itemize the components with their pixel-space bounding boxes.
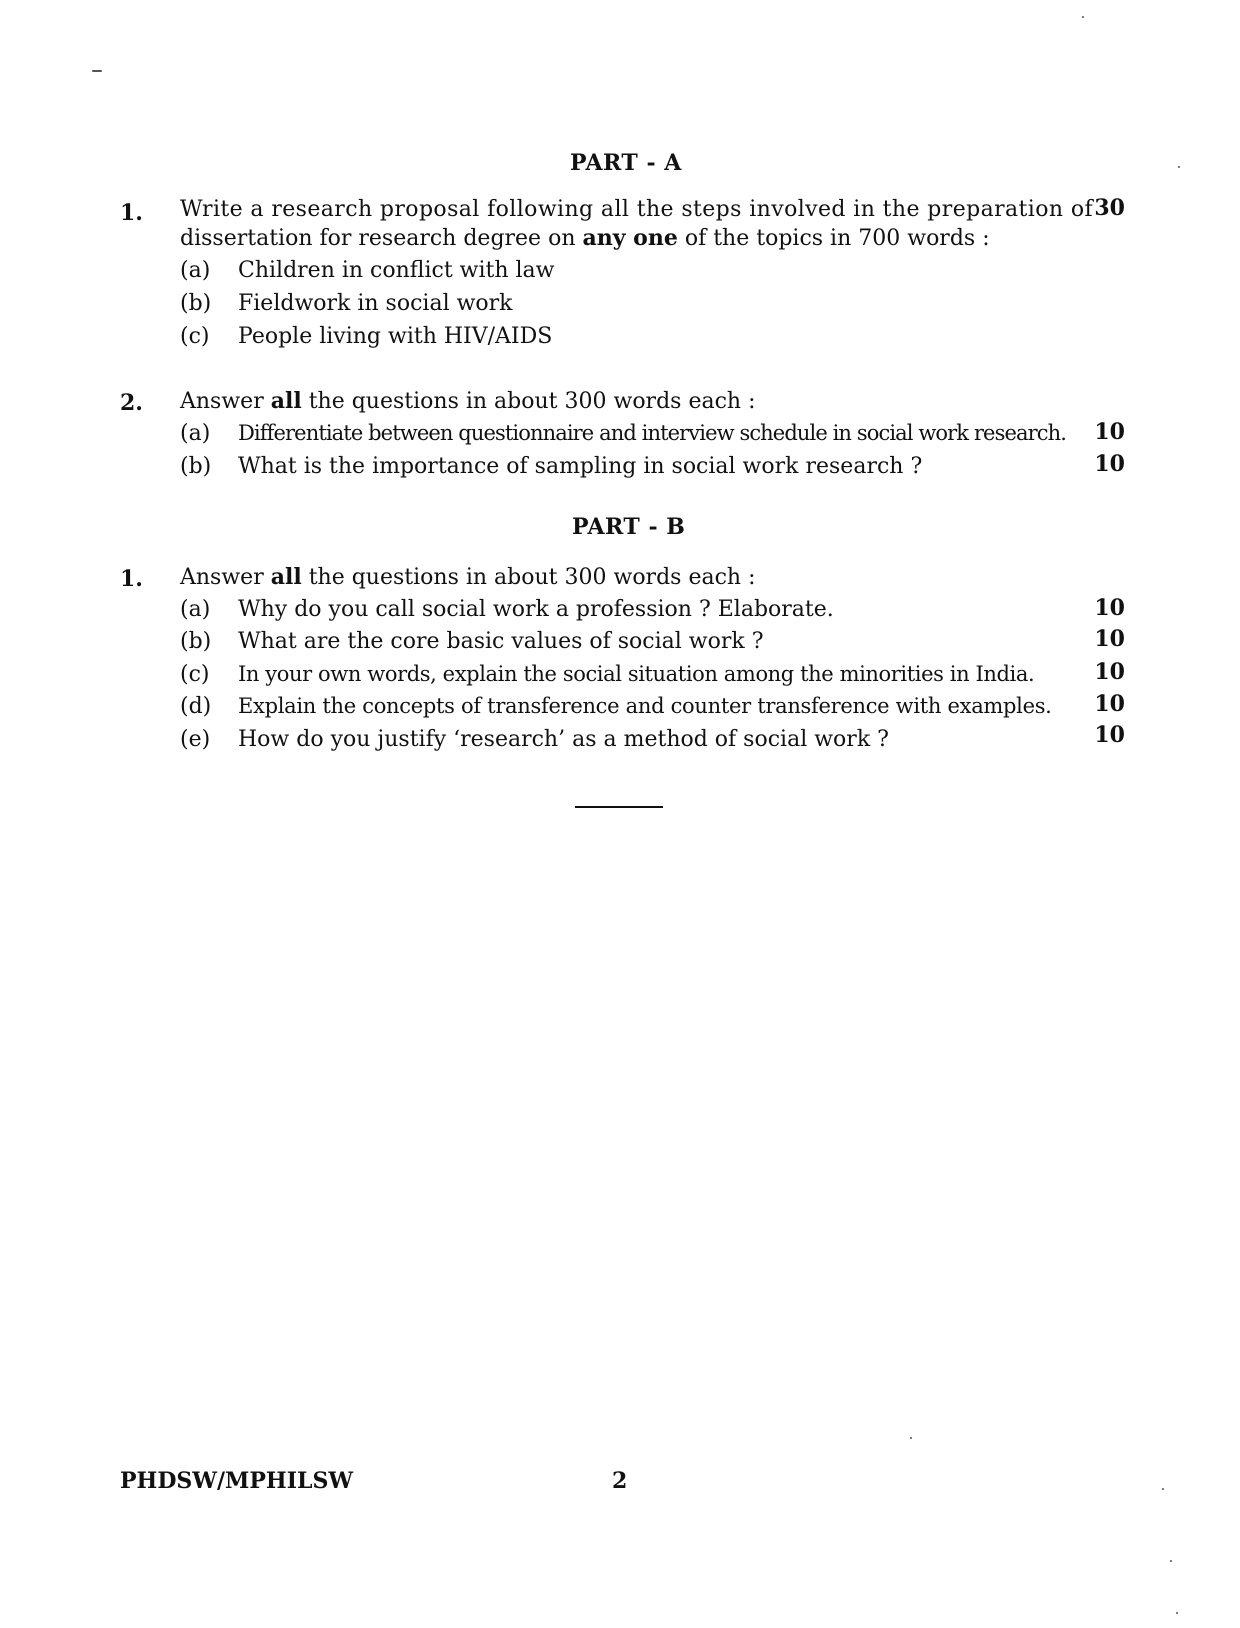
part-b-question-1-intro-post: the questions in about 300 words each : (301, 565, 756, 590)
scan-speck (92, 70, 102, 72)
part-a-q1-option-c-label: (c) (180, 324, 210, 349)
scan-speck (1162, 1488, 1164, 1490)
part-a-question-2-intro-post: the questions in about 300 words each : (301, 389, 756, 414)
scan-speck (1170, 1560, 1172, 1562)
part-b-question-1-number: 1. (120, 566, 143, 592)
part-a-question-2-number: 2. (120, 390, 143, 416)
part-b-q1-item-a-label: (a) (180, 597, 211, 622)
part-a-question-2-intro-pre: Answer (180, 389, 271, 414)
part-b-q1-item-b-label: (b) (180, 629, 212, 654)
part-a-heading: PART - A (570, 150, 682, 176)
part-a-q2-item-b-label: (b) (180, 454, 212, 479)
part-b-q1-item-e-label: (e) (180, 727, 211, 752)
part-b-q1-item-b-text: What are the core basic values of social work ? (238, 629, 764, 654)
part-b-q1-item-a-text: Why do you call social work a profession ? Elaborate. (238, 597, 834, 622)
part-a-q1-option-c-text: People living with HIV/AIDS (238, 324, 553, 349)
part-b-q1-item-c-marks: 10 (1094, 659, 1125, 685)
part-b-heading: PART - B (572, 514, 686, 540)
part-a-q1-option-b-label: (b) (180, 291, 212, 316)
part-b-q1-item-a-marks: 10 (1094, 595, 1125, 621)
part-a-question-1-line1: Write a research proposal following all the steps involved in the preparation of (180, 197, 1094, 222)
part-b-q1-item-e-marks: 10 (1094, 722, 1125, 748)
part-b-question-1-intro (180, 564, 755, 590)
part-a-q2-item-a-marks: 10 (1094, 419, 1125, 445)
part-a-question-1-line2 (180, 225, 990, 251)
part-b-question-1-intro-bold: all (270, 564, 302, 590)
part-a-q2-item-b-text: What is the importance of sampling in social work research ? (238, 454, 923, 479)
part-a-q1-option-a-text: Children in conflict with law (238, 258, 555, 283)
part-a-q1-option-b-text: Fieldwork in social work (238, 291, 513, 316)
end-of-questions-rule (575, 806, 663, 808)
part-a-question-2-intro-bold: all (270, 388, 302, 414)
part-b-q1-item-d-label: (d) (180, 694, 212, 719)
part-a-question-1-line2-pre: dissertation for research degree on (180, 226, 583, 251)
scan-speck (1176, 1612, 1178, 1614)
part-a-question-2-intro (180, 388, 755, 414)
part-b-question-1-intro-pre: Answer (180, 565, 271, 590)
scan-speck (1178, 166, 1180, 168)
part-a-question-1-line2-post: of the topics in 700 words : (677, 226, 990, 251)
part-a-q1-option-a-label: (a) (180, 258, 211, 283)
part-b-q1-item-d-marks: 10 (1094, 691, 1125, 717)
footer-paper-code: PHDSW/MPHILSW (120, 1468, 354, 1494)
scan-speck (1082, 16, 1084, 18)
part-a-question-1-line2-bold: any one (582, 225, 678, 251)
part-a-q2-item-a-text: Differentiate between questionnaire and interview schedule in social work research. (238, 421, 1066, 445)
footer-page-number: 2 (612, 1468, 628, 1494)
part-a-question-1-marks: 30 (1094, 195, 1125, 221)
scan-speck (910, 1437, 912, 1439)
part-a-q2-item-b-marks: 10 (1094, 451, 1125, 477)
part-b-q1-item-c-label: (c) (180, 662, 210, 687)
part-a-q2-item-a-label: (a) (180, 421, 211, 446)
part-b-q1-item-c-text: In your own words, explain the social situation among the minorities in India. (238, 662, 1035, 686)
part-b-q1-item-e-text: How do you justify ‘research’ as a method of social work ? (238, 727, 889, 752)
part-b-q1-item-d-text: Explain the concepts of transference and counter transference with examples. (238, 694, 1052, 718)
part-a-question-1-number: 1. (120, 200, 143, 226)
part-b-q1-item-b-marks: 10 (1094, 626, 1125, 652)
